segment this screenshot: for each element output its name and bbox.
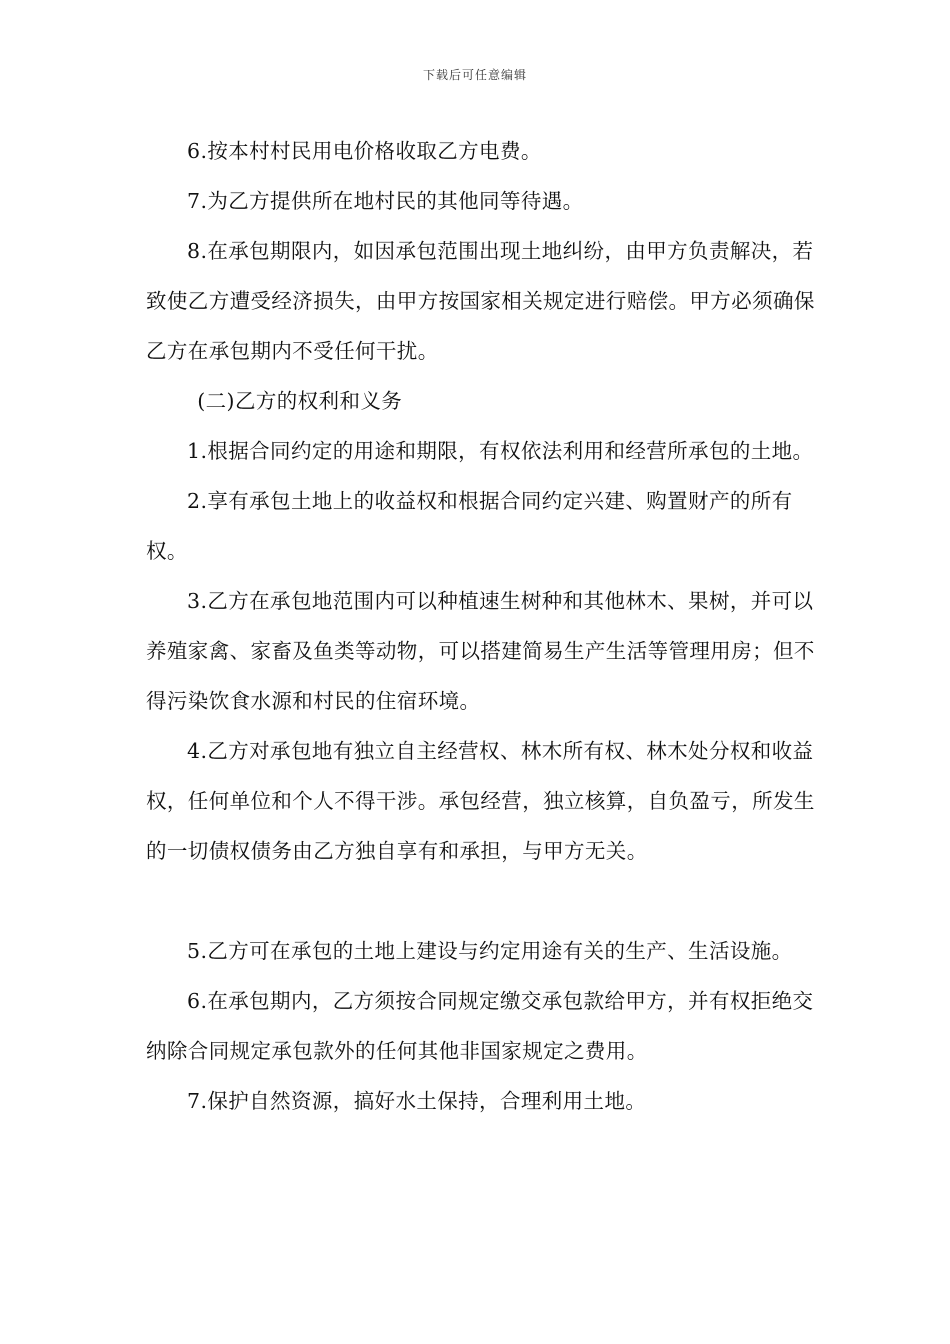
paragraph-land-dispute: 8.在承包期限内，如因承包范围出现土地纠纷，由甲方负责解决，若致使乙方遭受经济损失，由甲方按国家相关规定进行赔偿。甲方必须确保乙方在承包期内不受任何干扰。 — [146, 239, 815, 363]
section-heading: (二)乙方的权利和义务 — [197, 389, 403, 413]
paragraph-right-to-use: 1.根据合同约定的用途和期限，有权依法利用和经营所承包的土地。 — [187, 439, 814, 463]
document-body — [146, 126, 822, 1126]
paragraph-facilities: 5.乙方可在承包的土地上建设与约定用途有关的生产、生活设施。 — [187, 939, 793, 963]
paragraph-planting-breeding: 3.乙方在承包地范围内可以种植速生树种和其他林木、果树，并可以养殖家禽、家畜及鱼类等动物，可以搭建简易生产生活等管理用房；但不得污染饮食水源和村民的住宿环境。 — [146, 589, 815, 713]
paragraph-electricity-fee: 6.按本村村民用电价格收取乙方电费。 — [187, 139, 542, 163]
paragraph-contract-payment: 6.在承包期内，乙方须按合同规定缴交承包款给甲方，并有权拒绝交纳除合同规定承包款外的任何其他非国家规定之费用。 — [146, 989, 814, 1063]
paragraph-resource-protection: 7.保护自然资源，搞好水土保持，合理利用土地。 — [187, 1089, 647, 1113]
paragraph-equal-treatment: 7.为乙方提供所在地村民的其他同等待遇。 — [187, 189, 584, 213]
header-note: 下载后可任意编辑 — [422, 68, 527, 82]
paragraph-gap — [146, 876, 822, 926]
paragraph-income-rights: 2.享有承包土地上的收益权和根据合同约定兴建、购置财产的所有权。 — [146, 489, 793, 563]
paragraph-operating-rights: 4.乙方对承包地有独立自主经营权、林木所有权、林木处分权和收益权，任何单位和个人不得干涉。承包经营，独立核算，自负盈亏，所发生的一切债权债务由乙方独自享有和承担，与甲方无关。 — [146, 739, 815, 863]
